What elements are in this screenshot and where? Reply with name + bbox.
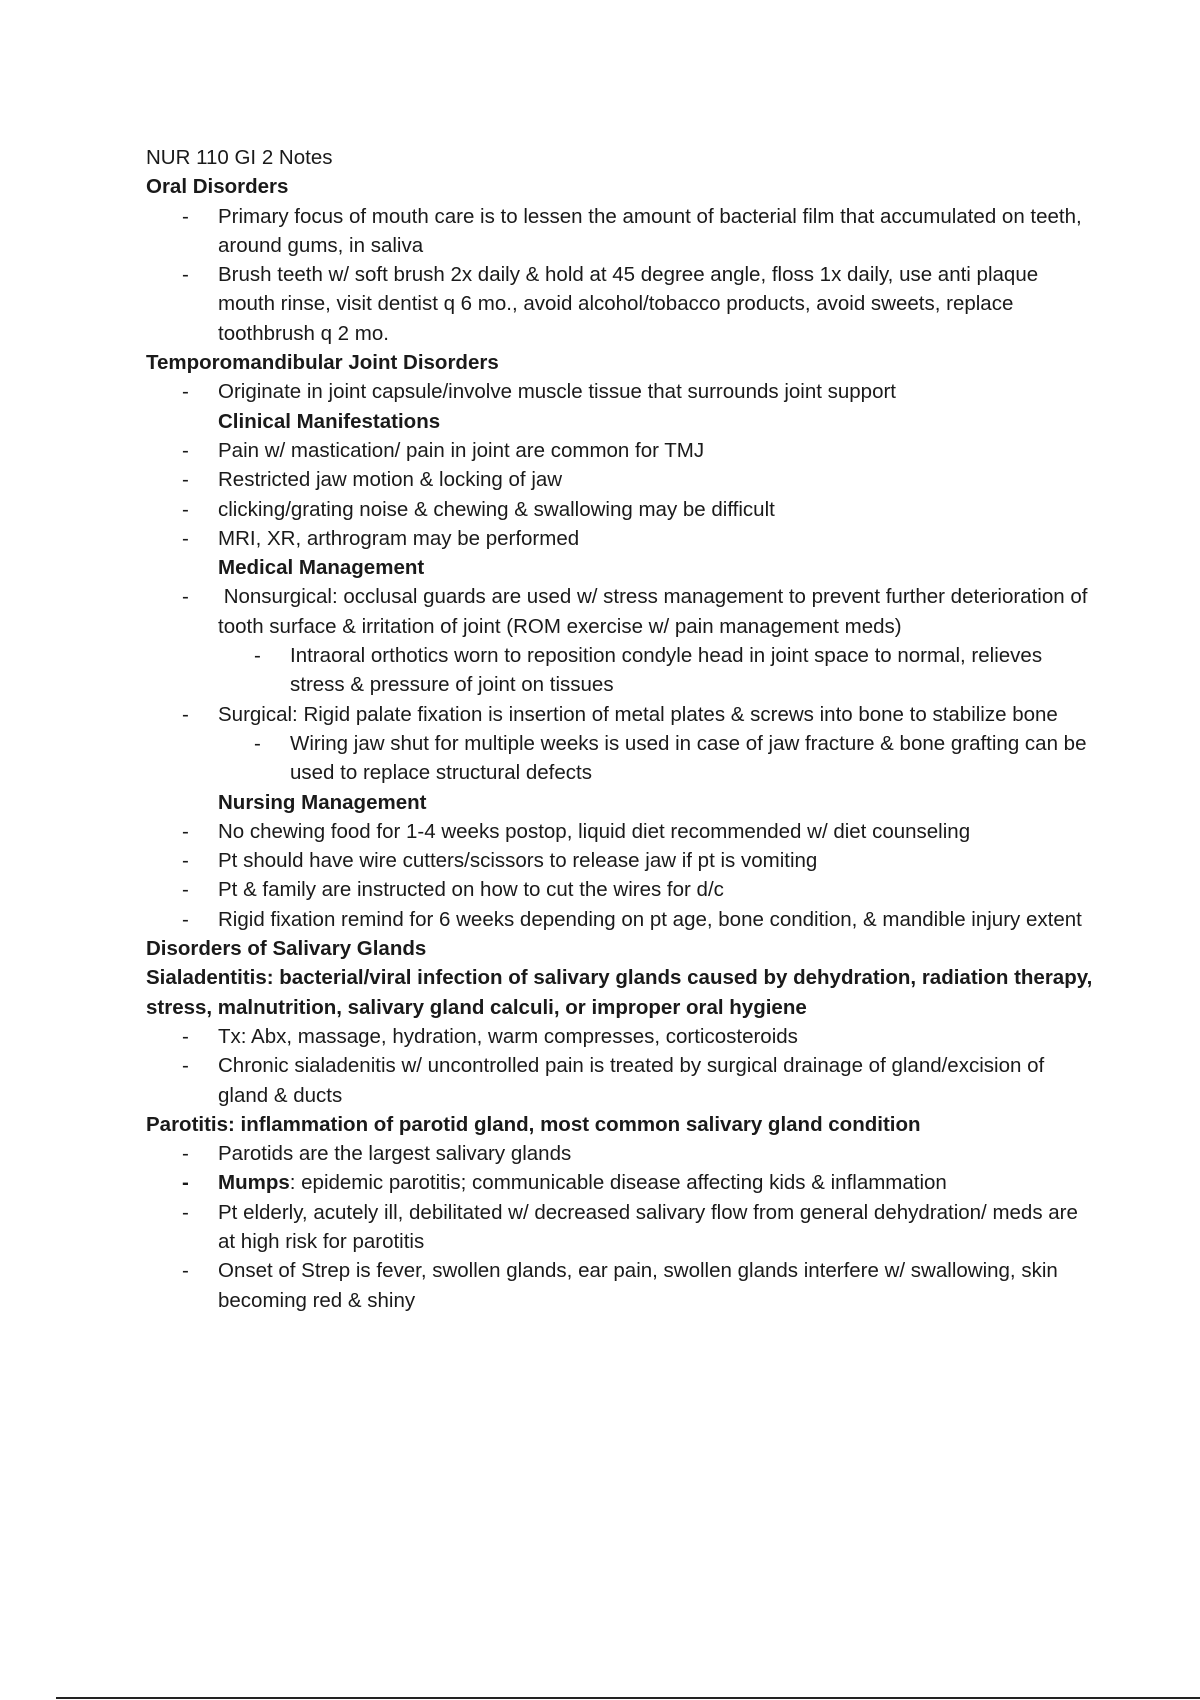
list-item-text: Nonsurgical: occlusal guards are used w/ stress management to prevent further deterioration of tooth surface & irritation of joint (ROM exercise w/ pain management meds) [218, 585, 1094, 638]
list-item-text: Restricted jaw motion & locking of jaw [218, 468, 563, 492]
bullet-dash: - [182, 702, 189, 726]
list-item [146, 377, 1096, 406]
heading-sialadenitis: Sialadentitis: bacterial/viral infection of salivary glands caused by dehydration, radiation therapy, stress, malnutrition, salivary gland calculi, or improper oral hygiene [146, 966, 1093, 1019]
list-item [146, 524, 1096, 553]
list-item [146, 875, 1096, 904]
bullet-dash: - [254, 731, 261, 755]
bullet-dash: - [182, 468, 189, 492]
bullet-dash: - [182, 878, 189, 902]
bullet-dash: - [182, 380, 189, 404]
sub-list-item [146, 729, 1096, 788]
list-item-text: Primary focus of mouth care is to lessen the amount of bacterial film that accumulated on teeth, around gums, in saliva [218, 204, 1082, 257]
subheading-clinical-manifestations: Clinical Manifestations [218, 409, 441, 433]
bullet-dash: - [182, 263, 189, 287]
list-item-text: Chronic sialadenitis w/ uncontrolled pain is treated by surgical drainage of gland/excision of gland & ducts [218, 1054, 1045, 1107]
list-item [146, 582, 1096, 641]
bullet-dash: - [182, 585, 189, 609]
list-item [146, 1022, 1096, 1051]
list-item [146, 436, 1096, 465]
bullet-dash: - [182, 526, 189, 550]
list-item-text: Pt elderly, acutely ill, debilitated w/ decreased salivary flow from general dehydration/ meds are at high risk for parotitis [218, 1200, 1078, 1253]
list-item-text: Rigid fixation remind for 6 weeks depending on pt age, bone condition, & mandible injury extent [218, 907, 1082, 931]
list-item-text: Wiring jaw shut for multiple weeks is used in case of jaw fracture & bone grafting can be used to replace structural defects [290, 731, 1087, 785]
section-heading-oral-disorders: Oral Disorders [146, 175, 289, 199]
page-bottom-rule [56, 1697, 1200, 1699]
list-item-text: Pain w/ mastication/ pain in joint are common for TMJ [218, 438, 705, 462]
bullet-dash: - [182, 907, 189, 931]
list-item [146, 465, 1096, 494]
list-item [146, 260, 1096, 348]
list-item [146, 817, 1096, 846]
section-heading-tmj: Temporomandibular Joint Disorders [146, 351, 499, 375]
sub-list-item [146, 641, 1096, 700]
list-item-text: Intraoral orthotics worn to reposition condyle head in joint space to normal, relieves stress & pressure of joint on tissues [290, 644, 1043, 697]
bullet-dash: - [182, 1142, 189, 1166]
list-item [146, 202, 1096, 261]
list-item [146, 1139, 1096, 1168]
bullet-dash: - [182, 1171, 189, 1195]
mumps-term: Mumps [218, 1171, 290, 1195]
bullet-dash: - [182, 1200, 189, 1224]
bullet-dash: - [182, 1054, 189, 1078]
notes-page [146, 143, 1096, 1315]
bullet-dash: - [254, 644, 261, 668]
list-item-text: Onset of Strep is fever, swollen glands, ear pain, swollen glands interfere w/ swallowing, skin becoming red & shiny [218, 1259, 1058, 1312]
section-heading-salivary-glands: Disorders of Salivary Glands [146, 937, 427, 961]
list-item [146, 495, 1096, 524]
bullet-dash: - [182, 819, 189, 843]
list-item-text: : epidemic parotitis; communicable disease affecting kids & inflammation [289, 1171, 947, 1195]
list-item-text: Parotids are the largest salivary glands [218, 1142, 572, 1166]
list-item-text: Pt & family are instructed on how to cut the wires for d/c [218, 878, 724, 902]
subheading-nursing-management: Nursing Management [218, 790, 427, 814]
list-item-text: No chewing food for 1-4 weeks postop, liquid diet recommended w/ diet counseling [218, 819, 971, 843]
bullet-dash: - [182, 204, 189, 228]
list-item [146, 1256, 1096, 1315]
list-item-text: MRI, XR, arthrogram may be performed [218, 526, 580, 550]
list-item-text: Originate in joint capsule/involve muscle tissue that surrounds joint support [218, 380, 896, 404]
bullet-dash: - [182, 438, 189, 462]
document-title: NUR 110 GI 2 Notes [146, 146, 333, 169]
list-item-text: Surgical: Rigid palate fixation is insertion of metal plates & screws into bone to stabilize bone [218, 702, 1058, 726]
list-item [146, 700, 1096, 729]
heading-parotitis: Parotitis: inflammation of parotid gland, most common salivary gland condition [146, 1112, 921, 1136]
list-item-text: clicking/grating noise & chewing & swallowing may be difficult [218, 497, 775, 521]
list-item [146, 1168, 1096, 1197]
list-item [146, 846, 1096, 875]
list-item [146, 1051, 1096, 1110]
list-item [146, 1198, 1096, 1257]
bullet-dash: - [182, 1024, 189, 1048]
list-item-text: Tx: Abx, massage, hydration, warm compresses, corticosteroids [218, 1024, 798, 1048]
bullet-dash: - [182, 497, 189, 521]
list-item-text: Brush teeth w/ soft brush 2x daily & hold at 45 degree angle, floss 1x daily, use anti plaque mouth rinse, visit dentist q 6 mo., avoid alcohol/tobacco products, avoid sweets, replace toothbrush q 2 mo. [218, 263, 1039, 345]
list-item [146, 905, 1096, 934]
bullet-dash: - [182, 849, 189, 873]
subheading-medical-management: Medical Management [218, 556, 425, 580]
list-item-text: Pt should have wire cutters/scissors to release jaw if pt is vomiting [218, 849, 818, 873]
bullet-dash: - [182, 1259, 189, 1283]
